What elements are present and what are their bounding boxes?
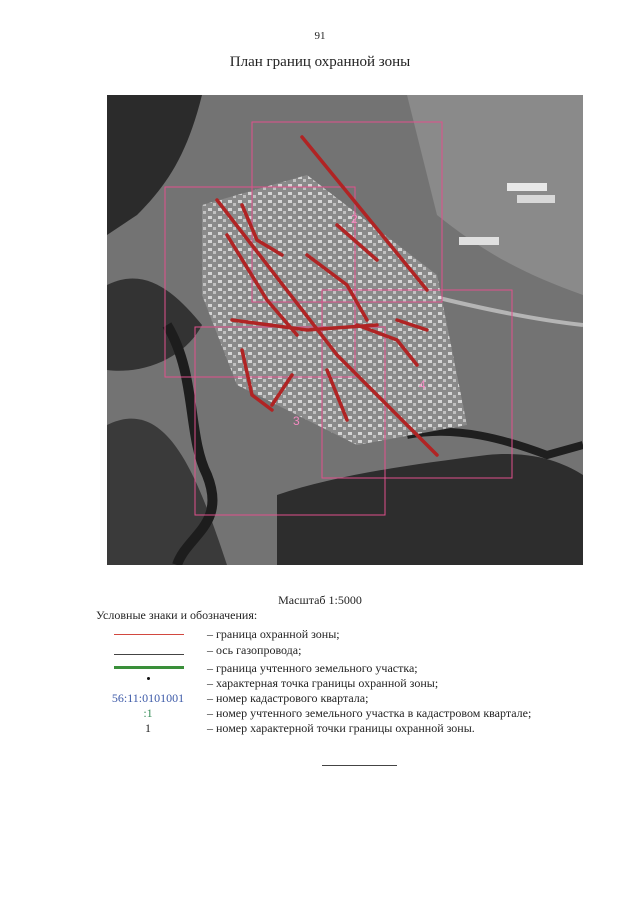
point-symbol xyxy=(96,675,200,691)
land-plot-number-symbol: :1 xyxy=(143,706,153,720)
legend-heading: Условные знаки и обозначения: xyxy=(96,608,258,622)
legend-item-pipeline-axis: – ось газопровода; xyxy=(96,642,616,658)
legend-item-land-plot-number: :1 – номер учтенного земельного участка в кадастровом квартале; xyxy=(96,705,616,721)
zone-label-4: 4 xyxy=(419,378,426,392)
green-line-symbol xyxy=(96,660,200,676)
cadastral-quarter-symbol: 56:11:0101001 xyxy=(111,691,185,705)
red-line-symbol xyxy=(96,626,200,642)
farm-building-2 xyxy=(459,237,499,245)
zone-label-3: 3 xyxy=(293,414,300,428)
legend-item-characteristic-point: – характерная точка границы охранной зоны; xyxy=(96,675,616,691)
document-title: План границ охранной зоны xyxy=(229,54,411,70)
legend-item-point-number: 1 – номер характерной точки границы охранной зоны. xyxy=(96,720,616,736)
farm-building-3 xyxy=(517,195,555,203)
zone-label-2: 2 xyxy=(351,212,358,226)
aerial-map xyxy=(107,95,583,565)
map-scale: Масштаб 1:5000 xyxy=(278,593,362,607)
legend-item-zone-boundary: – граница охранной зоны; xyxy=(96,626,616,642)
farm-building-1 xyxy=(507,183,547,191)
legend-item-cadastral-quarter: 56:11:0101001 – номер кадастрового квартала; xyxy=(96,690,616,706)
page-number: 91 xyxy=(314,30,326,42)
legend-item-land-plot-boundary: – граница учтенного земельного участка; xyxy=(96,660,616,676)
end-divider xyxy=(322,765,397,766)
point-number-symbol: 1 xyxy=(145,721,151,735)
black-line-symbol xyxy=(96,642,200,658)
